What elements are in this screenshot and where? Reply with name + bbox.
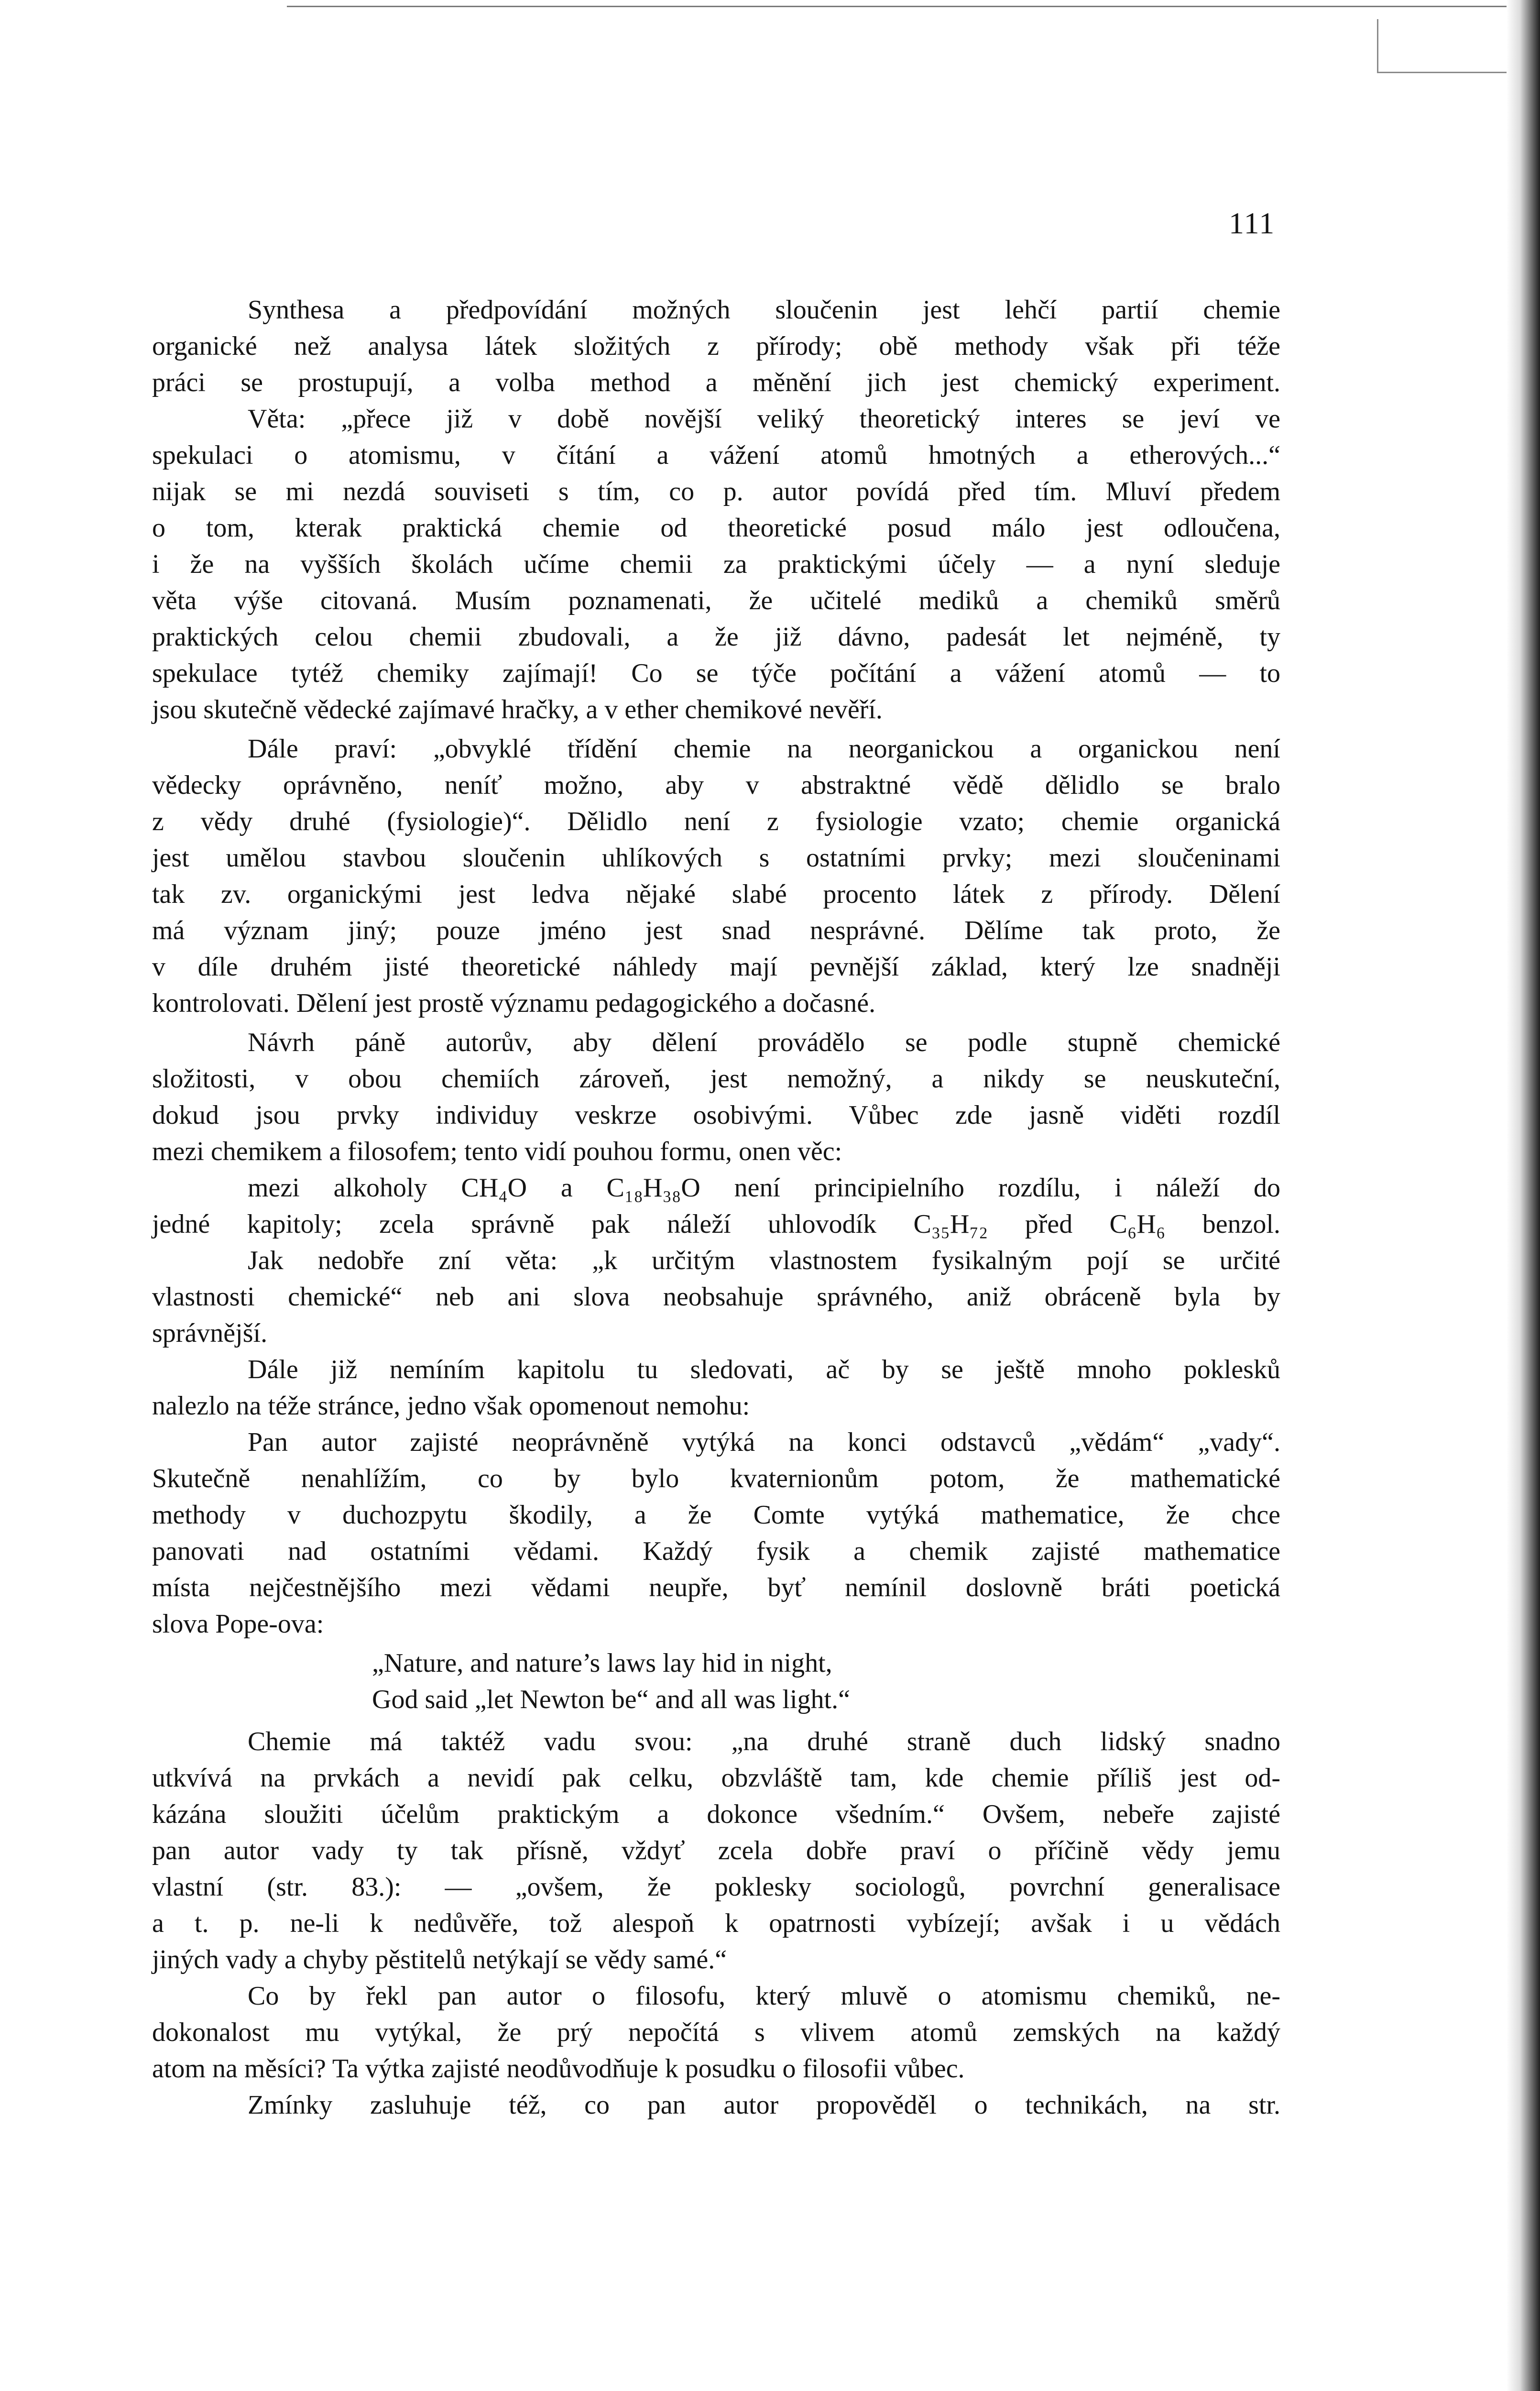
text-line: mezi chemikem a filosofem; tento vidí pouhou formu, onen věc: <box>152 1137 842 1166</box>
text-line: panovati nad ostatními vědami. Každý fysik a chemik zajisté mathematice <box>152 1536 1280 1566</box>
text-line: věta výše citovaná. Musím poznamenati, že učitelé mediků a chemiků směrů <box>152 586 1280 615</box>
text-line: má význam jiný; pouze jméno jest snad nesprávné. Dělíme tak proto, že <box>152 916 1280 945</box>
text-line: vlastní (str. 83.): — „ovšem, že poklesky sociologů, povrchní generalisace <box>152 1872 1280 1902</box>
text-line: jedné kapitoly; zcela správně pak náleží uhlovodík C₃₅H₇₂ před C₆H₆ benzol. <box>152 1209 1280 1239</box>
text-line: Dále praví: „obvyklé třídění chemie na neorganickou a organickou není <box>248 734 1280 764</box>
text-line: praktických celou chemii zbudovali, a že již dávno, padesát let nejméně, ty <box>152 622 1280 652</box>
text-line: z vědy druhé (fysiologie)“. Dělidlo není z fysiologie vzato; chemie organická <box>152 807 1280 836</box>
text-line: Zmínky zasluhuje též, co pan autor propověděl o technikách, na str. <box>248 2090 1280 2120</box>
text-line: mezi alkoholy CH₄O a C₁₈H₃₈O není principielního rozdílu, i náleží do <box>248 1173 1280 1203</box>
text-line: utkvívá na prvkách a nevidí pak celku, obzvláště tam, kde chemie příliš jest od- <box>152 1763 1280 1793</box>
text-line: dokud jsou prvky individuy veskrze osobivými. Vůbec zde jasně viděti rozdíl <box>152 1100 1280 1130</box>
scan-corner-mark <box>1377 19 1509 73</box>
text-line: nalezlo na téže stránce, jedno však opomenout nemohu: <box>152 1391 750 1421</box>
text-line: Synthesa a předpovídání možných sloučenin jest lehčí partií chemie <box>248 295 1280 325</box>
text-line: práci se prostupují, a volba method a měnění jich jest chemický experiment. <box>152 368 1280 397</box>
text-line: správnější. <box>152 1318 268 1348</box>
text-line: Dále již nemíním kapitolu tu sledovati, ač by se ještě mnoho poklesků <box>248 1355 1280 1384</box>
text-line: vlastnosti chemické“ neb ani slova neobsahuje správného, aniž obráceně byla by <box>152 1282 1280 1312</box>
text-line: Návrh páně autorův, aby dělení provádělo se podle stupně chemické <box>248 1028 1280 1057</box>
text-line: Jak nedobře zní věta: „k určitým vlastnostem fysikalným pojí se určité <box>248 1246 1280 1275</box>
text-line: spekulace tytéž chemiky zajímají! Co se týče počítání a vážení atomů — to <box>152 658 1280 688</box>
text-line: a t. p. ne-li k nedůvěře, tož alespoň k opatrnosti vybízejí; avšak i u vědách <box>152 1908 1280 1938</box>
text-line: v díle druhém jisté theoretické náhledy mají pevnější základ, který lze snadněji <box>152 952 1280 982</box>
text-line: jiných vady a chyby pěstitelů netýkají se vědy samé.“ <box>152 1945 727 1974</box>
text-line: kázána sloužiti účelům praktickým a dokonce všedním.“ Ovšem, nebeře zajisté <box>152 1799 1280 1829</box>
scan-right-edge-shadow <box>1507 0 1540 2391</box>
verse-line: „Nature, and nature’s laws lay hid in night, <box>372 1648 832 1678</box>
text-line: místa nejčestnějšího mezi vědami neupře, byť nemínil doslovně bráti poetická <box>152 1573 1280 1602</box>
text-line: jest umělou stavbou sloučenin uhlíkových s ostatními prvky; mezi sloučeninami <box>152 843 1280 873</box>
text-line: methody v duchozpytu škodily, a že Comte vytýká mathematice, že chce <box>152 1500 1280 1530</box>
text-line: nijak se mi nezdá souviseti s tím, co p. autor povídá před tím. Mluví předem <box>152 477 1280 506</box>
text-line: organické než analysa látek složitých z přírody; obě methody však při téže <box>152 331 1280 361</box>
text-line: jsou skutečně vědecké zajímavé hračky, a v ether chemikové nevěří. <box>152 695 883 724</box>
text-line: kontrolovati. Dělení jest prostě významu pedagogického a dočasné. <box>152 988 876 1018</box>
text-line: spekulaci o atomismu, v čítání a vážení atomů hmotných a etherových...“ <box>152 440 1280 470</box>
text-line: tak zv. organickými jest ledva nějaké slabé procento látek z přírody. Dělení <box>152 879 1280 909</box>
text-line: i že na vyšších školách učíme chemii za praktickými účely — a nyní sleduje <box>152 549 1280 579</box>
verse-line: God said „let Newton be“ and all was light.“ <box>372 1685 850 1714</box>
text-line: pan autor vady ty tak přísně, vždyť zcela dobře praví o příčině vědy jemu <box>152 1836 1280 1865</box>
text-line: Chemie má taktéž vadu svou: „na druhé straně duch lidský snadno <box>248 1727 1280 1756</box>
text-line: Skutečně nenahlížím, co by bylo kvaternionům potom, že mathematické <box>152 1464 1280 1493</box>
text-line: složitosti, v obou chemiích zároveň, jest nemožný, a nikdy se neuskuteční, <box>152 1064 1280 1094</box>
scan-top-edge <box>287 6 1511 7</box>
text-line: slova Pope-ova: <box>152 1609 324 1639</box>
text-line: dokonalost mu vytýkal, že prý nepočítá s vlivem atomů zemských na každý <box>152 2018 1280 2047</box>
text-line: Věta: „přece již v době novější veliký theoretický interes se jeví ve <box>248 404 1280 434</box>
text-line: Pan autor zajisté neoprávněně vytýká na konci odstavců „vědám“ „vady“. <box>248 1427 1280 1457</box>
text-line: vědecky oprávněno, neníť možno, aby v abstraktné vědě dělidlo se bralo <box>152 770 1280 800</box>
text-line: atom na měsíci? Ta výtka zajisté neodůvodňuje k posudku o filosofii vůbec. <box>152 2054 965 2084</box>
page-number: 111 <box>1229 206 1276 240</box>
text-line: Co by řekl pan autor o filosofu, který mluvě o atomismu chemiků, ne- <box>248 1981 1280 2011</box>
body-text <box>152 292 1280 2123</box>
text-line: o tom, kterak praktická chemie od theoretické posud málo jest odloučena, <box>152 513 1280 543</box>
